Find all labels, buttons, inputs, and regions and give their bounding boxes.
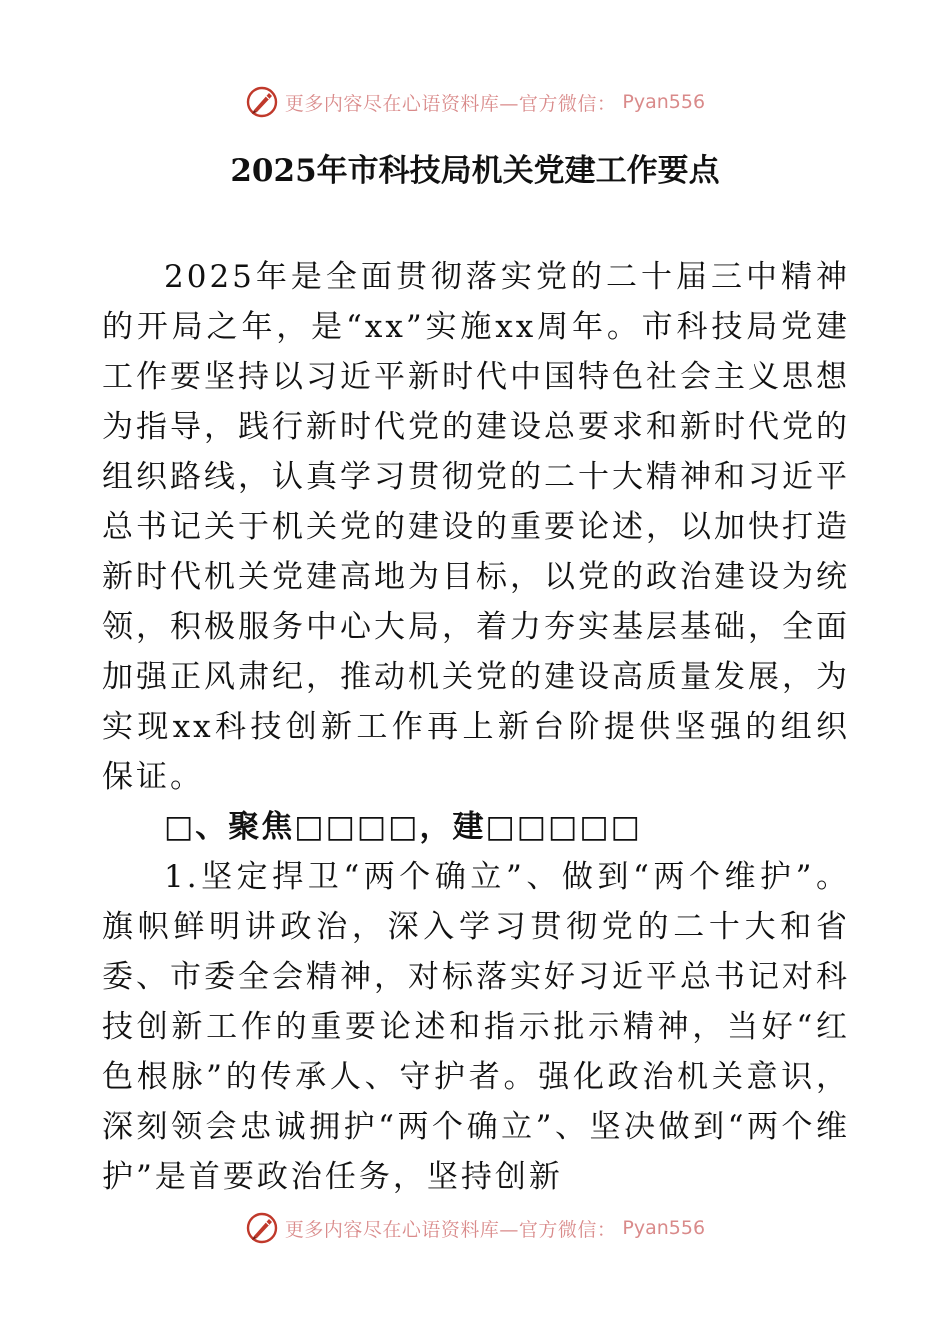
wechat-id: Pyan556	[622, 91, 706, 113]
header-watermark-banner	[0, 82, 950, 122]
quill-pen-logo-icon	[245, 85, 279, 119]
footer-watermark-banner	[0, 1208, 950, 1248]
wechat-id: Pyan556	[622, 1217, 706, 1239]
watermark-text: 更多内容尽在心语资料库—官方微信：	[284, 92, 617, 115]
document-body	[102, 252, 850, 1202]
section-heading: □、聚焦□□□□，建□□□□□	[164, 809, 642, 845]
watermark-text: 更多内容尽在心语资料库—官方微信：	[284, 1218, 617, 1241]
intro-paragraph: 2025年是全面贯彻落实党的二十届三中精神的开局之年，是“xx”实施xx周年。市科技局党建工作要坚持以习近平新时代中国特色社会主义思想为指导，践行新时代党的建设总要求和新时代党的组织路线，认真学习贯彻党的二十大精神和习近平总书记关于机关党的建设的重要论述，以加快打造新时代机关党建高地为目标，以党的政治建设为统领，积极服务中心大局，着力夯实基层基础，全面加强正风肃纪，推动机关党的建设高质量发展，为实现xx科技创新工作再上新台阶提供坚强的组织保证。	[102, 259, 850, 795]
quill-pen-logo-icon	[245, 1211, 279, 1245]
item-paragraph-1: 1.坚定捍卫“两个确立”、做到“两个维护”。旗帜鲜明讲政治，深入学习贯彻党的二十大和省委、市委全会精神，对标落实好习近平总书记对科技创新工作的重要论述和指示批示精神，当好“红色根脉”的传承人、守护者。强化政治机关意识，深刻领会忠诚拥护“两个确立”、坚决做到“两个维护”是首要政治任务，坚持创新	[102, 859, 850, 1195]
document-title: 2025年市科技局机关党建工作要点	[230, 153, 720, 189]
